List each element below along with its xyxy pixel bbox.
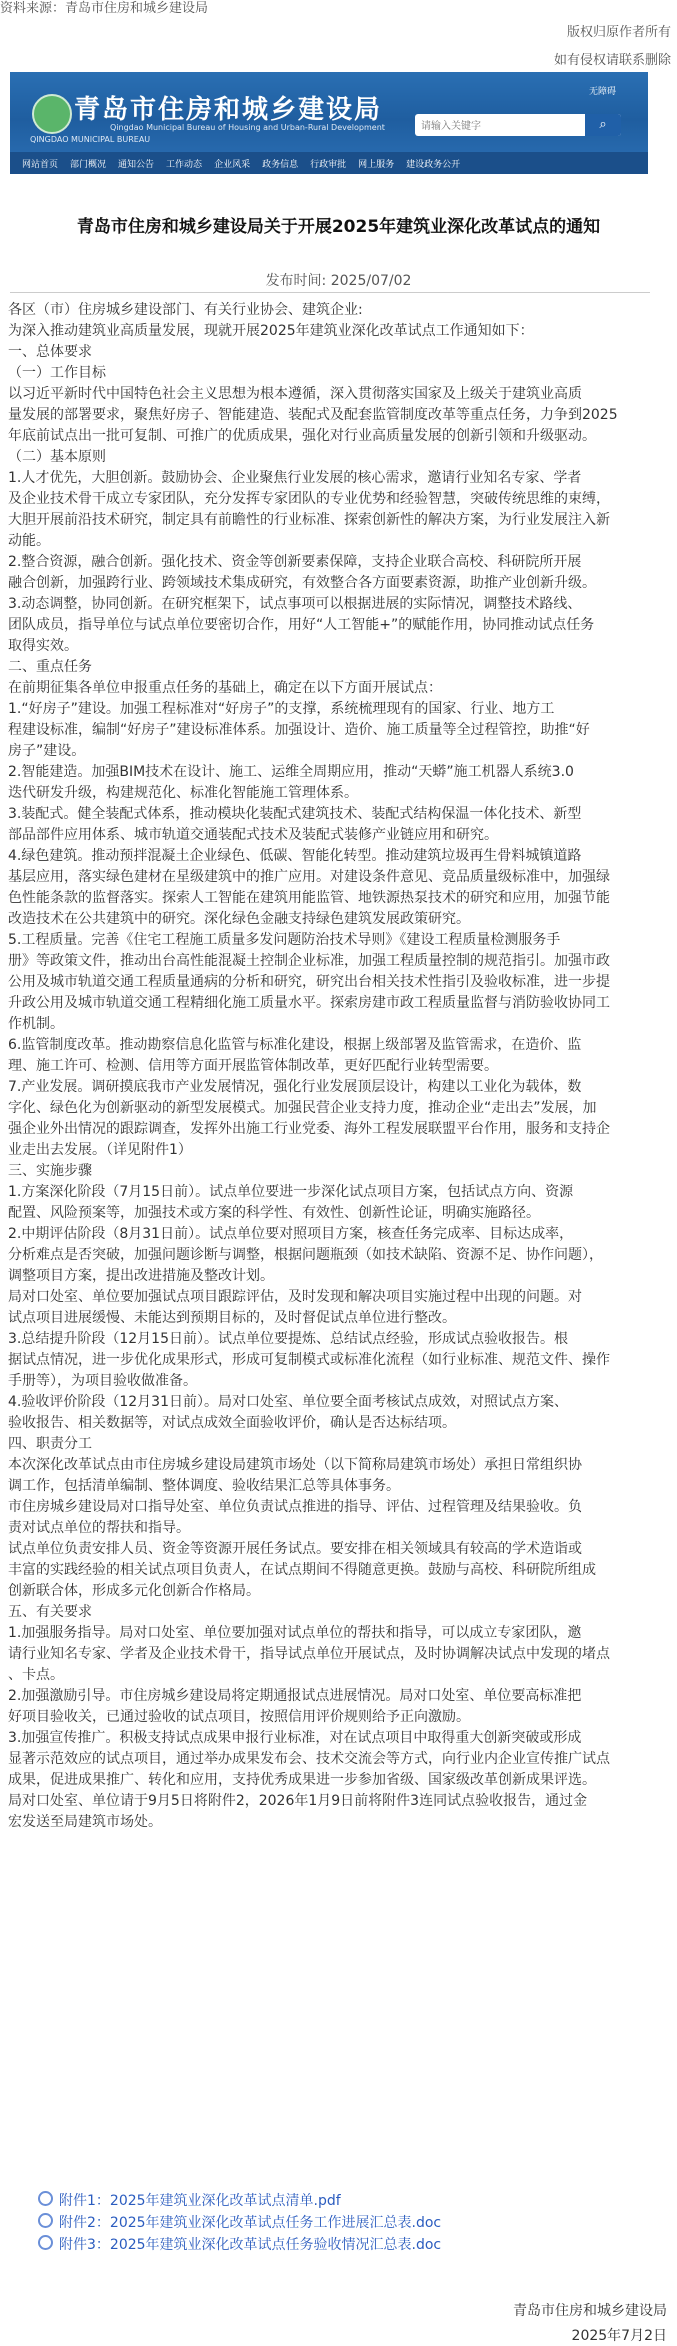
source-line: 资料来源：青岛市住房和城乡建设局 (0, 1, 209, 16)
body-line: 3.总结提升阶段（12月15日前）。试点单位要提炼、总结试点经验，形成试点验收报告。根 (8, 1331, 568, 1347)
body-line: 及企业技术骨干成立专家团队，充分发挥专家团队的专业优势和经验智慧，突破传统思维的束缚， (8, 491, 610, 507)
search-button[interactable] (585, 114, 621, 136)
body-line: 融合创新，加强跨行业、跨领域技术集成研究，有效整合各方面要素资源，助推产业创新升级。 (8, 575, 596, 591)
divider (10, 292, 650, 293)
body-line: 程建设标准，编制“好房子”建设标准体系。加强设计、造价、施工质量等全过程管控，助推“好 (8, 722, 590, 738)
body-line: 2.智能建造。加强BIM技术在设计、施工、运维全周期应用，推动“天蟒”施工机器人系统3.0 (8, 764, 574, 780)
body-line: 调整项目方案，提出改进措施及整改计划。 (8, 1268, 274, 1284)
body-line: 册》等政策文件，推动出台高性能混凝土控制企业标准，加强工程质量控制的规范指引。加强市政 (8, 953, 610, 969)
body-line: 创新联合体，形成多元化创新合作格局。 (8, 1583, 260, 1599)
body-line: 1.方案深化阶段（7月15日前）。试点单位要进一步深化试点项目方案，包括试点方向、资源 (8, 1184, 574, 1200)
body-line: 显著示范效应的试点项目，通过举办成果发布会、技术交流会等方式，向行业内企业宣传推广试点 (8, 1751, 610, 1767)
body-line: 字化、绿色化为创新驱动的新型发展模式。加强民营企业支持力度，推动企业“走出去”发展，加 (8, 1100, 597, 1116)
main-nav (10, 152, 648, 174)
body-line: 3.装配式。健全装配式体系，推动模块化装配式建筑技术、装配式结构保温一体化技术、新型 (8, 806, 582, 822)
body-line: 基层应用，落实绿色建材在星级建筑中的推广应用。对建设条件意见、竞品质量级标准中，加强绿 (8, 869, 610, 885)
body-line: 2.整合资源，融合创新。强化技术、资金等创新要素保障，支持企业联合高校、科研院所开展 (8, 554, 582, 570)
attachment-link[interactable] (38, 2190, 341, 2210)
body-line: 3.加强宣传推广。积极支持试点成果申报行业标准，对在试点项目中取得重大创新突破或形成 (8, 1730, 582, 1746)
body-line: 、卡点。 (8, 1667, 64, 1683)
nav-item[interactable]: 网站首页 (22, 159, 59, 170)
body-line: 为深入推动建筑业高质量发展，现就开展2025年建筑业深化改革试点工作通知如下： (8, 323, 534, 339)
body-line: 局对口处室、单位要加强试点项目跟踪评估，及时发现和解决项目实施过程中出现的问题。对 (8, 1289, 582, 1305)
body-line: 年底前试点出一批可复制、可推广的优质成果，强化对行业高质量发展的创新引领和升级驱动。 (8, 428, 596, 444)
body-line: 色性能条款的监督落实。探索人工智能在建筑用能监管、地铁源热泵技术的研究和应用，加强节能 (8, 890, 610, 906)
nav-item[interactable]: 行政审批 (310, 159, 347, 170)
attachment-label: 附件1：2025年建筑业深化改革试点清单.pdf (59, 2193, 341, 2209)
body-line: 宏发送至局建筑市场处。 (8, 1814, 162, 1830)
body-line: 三、实施步骤 (8, 1163, 92, 1179)
body-line: 作机制。 (8, 1016, 64, 1032)
body-line: 以习近平新时代中国特色社会主义思想为根本遵循，深入贯彻落实国家及上级关于建筑业高质 (8, 386, 582, 402)
body-line: 丰富的实践经验的相关试点项目负责人，在试点期间不得随意更换。鼓励与高校、科研院所组成 (8, 1562, 596, 1578)
body-line: 房子”建设。 (8, 743, 86, 759)
attachment-icon (38, 2213, 53, 2228)
site-english-name: Qingdao Municipal Bureau of Housing and Urban-Rural Development (110, 123, 385, 132)
rights-line-1: 版权归原作者所有 (566, 25, 671, 40)
body-line: 7.产业发展。调研摸底我市产业发展情况，强化行业发展顶层设计，构建以工业化为载体，数 (8, 1079, 582, 1095)
body-line: 1.“好房子”建设。加强工程标准对“好房子”的支撑，系统梳理现有的国家、行业、地方工 (8, 701, 555, 717)
site-subtitle: QINGDAO MUNICIPAL BUREAU (30, 135, 151, 144)
body-line: 一、总体要求 (8, 344, 92, 360)
body-line: 2.加强激励引导。市住房城乡建设局将定期通报试点进展情况。局对口处室、单位要高标准把 (8, 1688, 582, 1704)
search-box (415, 114, 621, 136)
signature-date: 2025年7月2日 (571, 2328, 667, 2344)
body-line: 局对口处室、单位请于9月5日将附件2，2026年1月9日前将附件3连同试点验收报告，通过金 (8, 1793, 588, 1809)
body-line: 升政公用及城市轨道交通工程精细化施工质量水平。探索房建市政工程质量监督与消防验收协同工 (8, 995, 610, 1011)
body-line: 团队成员，指导单位与试点单位要密切合作，用好“人工智能+”的赋能作用，协同推动试点任务 (8, 617, 595, 633)
body-line: 试点项目进展缓慢、未能达到预期目标的，及时督促试点单位进行整改。 (8, 1310, 456, 1326)
nav-item[interactable]: 企业风采 (214, 159, 251, 170)
body-line: 四、职责分工 (8, 1436, 92, 1452)
page-title: 青岛市住房和城乡建设局关于开展2025年建筑业深化改革试点的通知 (76, 217, 601, 237)
body-line: 4.绿色建筑。推动预拌混凝土企业绿色、低碳、智能化转型。推动建筑垃圾再生骨料城镇道路 (8, 848, 582, 864)
nav-item[interactable]: 工作动态 (166, 159, 203, 170)
body-line: 分析难点是否突破，加强问题诊断与调整，根据问题瓶颈（如技术缺陷、资源不足、协作问题）， (8, 1247, 603, 1263)
attachment-label: 附件2：2025年建筑业深化改革试点任务工作进展汇总表.doc (59, 2215, 442, 2231)
body-line: 市住房城乡建设局对口指导处室、单位负责试点推进的指导、评估、过程管理及结果验收。负 (8, 1499, 582, 1515)
site-name[interactable]: 青岛市住房和城乡建设局 (74, 95, 383, 125)
body-line: 好项目验收关，已通过验收的试点项目，按照信用评价规则给予正向激励。 (8, 1709, 470, 1725)
body-line: 本次深化改革试点由市住房城乡建设局建筑市场处（以下简称局建筑市场处）承担日常组织协 (8, 1457, 582, 1473)
body-line: 4.验收评价阶段（12月31日前）。局对口处室、单位要全面考核试点成效，对照试点方案、 (8, 1394, 568, 1410)
emblem-icon (32, 94, 72, 134)
body-line: 二、重点任务 (8, 659, 92, 675)
body-line: 3.动态调整，协同创新。在研究框架下，试点事项可以根据进展的实际情况，调整技术路线、 (8, 596, 582, 612)
search-icon: ⌕ (599, 117, 607, 132)
rights-line-2: 如有侵权请联系删除 (553, 53, 671, 68)
nav-item[interactable]: 政务信息 (262, 159, 299, 170)
body-line: 五、有关要求 (8, 1604, 92, 1620)
body-line: 调工作，包括清单编制、整体调度、验收结果汇总等具体事务。 (8, 1478, 400, 1494)
attachment-link[interactable] (38, 2234, 441, 2254)
body-line: （一）工作目标 (8, 365, 106, 381)
body-line: 业走出去发展。（详见附件1） (8, 1142, 192, 1158)
body-line: 理、施工许可、检测、信用等方面开展监管体制改革，更好匹配行业转型需要。 (8, 1058, 498, 1074)
body-line: 改造技术在公共建筑中的研究。深化绿色金融支持绿色建筑发展政策研究。 (8, 911, 470, 927)
body-line: 1.加强服务指导。局对口处室、单位要加强对试点单位的帮扶和指导，可以成立专家团队，邀 (8, 1625, 582, 1641)
attachment-icon (38, 2191, 53, 2206)
body-line: 迭代研发升级，构建规范化、标准化智能施工管理体系。 (8, 785, 358, 801)
body-line: 1.人才优先，大胆创新。鼓励协会、企业聚焦行业发展的核心需求，邀请行业知名专家、学者 (8, 470, 582, 486)
body-line: 责对试点单位的帮扶和指导。 (8, 1520, 190, 1536)
body-line: 试点单位负责安排人员、资金等资源开展任务试点。要安排在相关领域具有较高的学术造诣或 (8, 1541, 582, 1557)
body-line: 手册等），为项目验收做准备。 (8, 1373, 197, 1389)
body-line: 取得实效。 (8, 638, 78, 654)
publish-date: 发布时间: 2025/07/02 (265, 273, 412, 289)
attachment-label: 附件3：2025年建筑业深化改革试点任务验收情况汇总表.doc (59, 2237, 442, 2253)
body-line: 动能。 (8, 533, 50, 549)
body-line: 2.中期评估阶段（8月31日前）。试点单位要对照项目方案，核查任务完成率、目标达成率， (8, 1226, 574, 1242)
body-line: 5.工程质量。完善《住宅工程施工质量多发问题防治技术导则》《建设工程质量检测服务手 (8, 932, 561, 948)
signature-org: 青岛市住房和城乡建设局 (513, 2303, 667, 2319)
body-line: 请行业知名专家、学者及企业技术骨干，指导试点单位开展试点，及时协调解决试点中发现的堵点 (8, 1646, 610, 1662)
attachment-link[interactable] (38, 2212, 441, 2232)
body-line: 据试点情况，进一步优化成果形式，形成可复制模式或标准化流程（如行业标准、规范文件、操作 (8, 1352, 610, 1368)
accessibility-link[interactable]: 无障碍 (588, 87, 616, 97)
body-line: （二）基本原则 (8, 449, 106, 465)
attachment-icon (38, 2235, 53, 2250)
body-line: 部品部件应用体系、城市轨道交通装配式技术及装配式装修产业链应用和研究。 (8, 827, 498, 843)
body-line: 6.监管制度改革。推动勘察信息化监管与标准化建设，根据上级部署及监管需求，在造价、监 (8, 1037, 582, 1053)
nav-item[interactable]: 通知公告 (118, 159, 155, 170)
search-input[interactable] (415, 116, 587, 138)
body-line: 配置、风险预案等，加强技术或方案的科学性、有效性、创新性论证，明确实施路径。 (8, 1205, 540, 1221)
body-line: 大胆开展前沿技术研究，制定具有前瞻性的行业标准、探索创新性的解决方案，为行业发展注入新 (8, 512, 610, 528)
body-line: 成果，促进成果推广、转化和应用，支持优秀成果进一步参加省级、国家级改革创新成果评选。 (8, 1772, 596, 1788)
nav-item[interactable]: 部门概况 (70, 159, 107, 170)
nav-item[interactable]: 建设政务公开 (406, 159, 461, 170)
body-line: 强企业外出情况的跟踪调查，发挥外出施工行业党委、海外工程发展联盟平台作用，服务和支持企 (8, 1121, 610, 1137)
body-line: 量发展的部署要求，聚焦好房子、智能建造、装配式及配套监管制度改革等重点任务，力争到2025 (8, 407, 618, 423)
notice-body (8, 300, 668, 1833)
nav-item[interactable]: 网上服务 (358, 159, 395, 170)
body-line: 验收报告、相关数据等，对试点成效全面验收评价，确认是否达标结项。 (8, 1415, 456, 1431)
body-line: 公用及城市轨道交通工程质量通病的分析和研究，研究出台相关技术性指引及验收标准，进一步提 (8, 974, 610, 990)
body-line: 各区（市）住房城乡建设部门、有关行业协会、建筑企业: (8, 302, 363, 318)
body-line: 在前期征集各单位申报重点任务的基础上，确定在以下方面开展试点： (8, 680, 442, 696)
site-banner (10, 72, 648, 152)
